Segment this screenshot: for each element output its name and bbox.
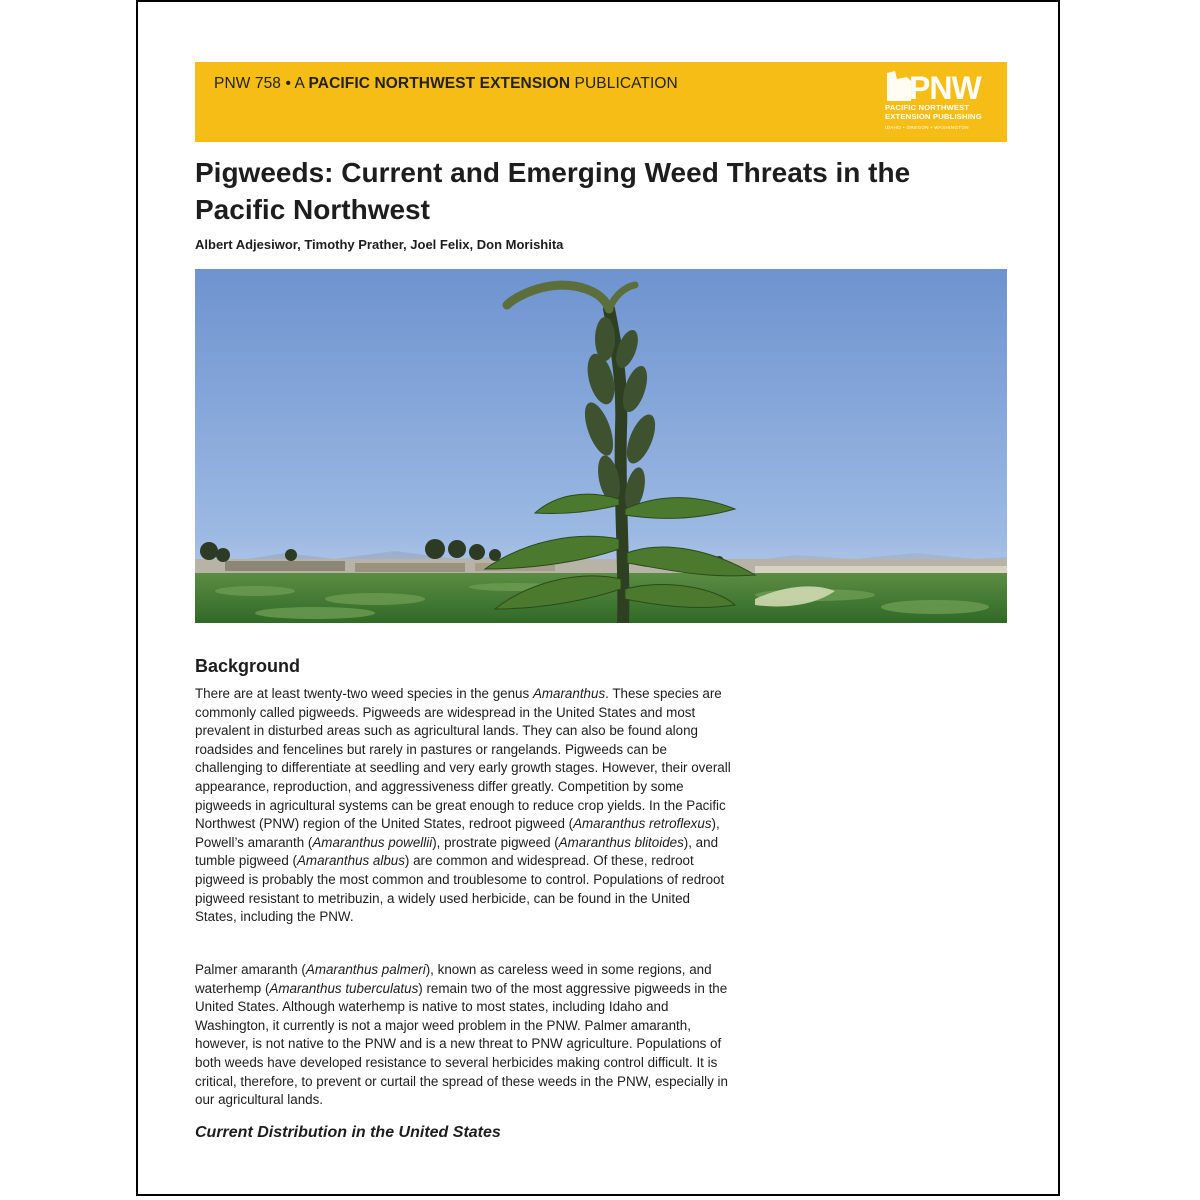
logo-tagline: IDAHO • OREGON • WASHINGTON [885, 125, 969, 130]
background-heading: Background [195, 656, 301, 676]
publication-banner [195, 62, 1007, 142]
pnw-map-icon [885, 69, 989, 103]
pigweed-illustration [195, 269, 1007, 623]
page-title: Pigweeds: Current and Emerging Weed Threats in the Pacific Northwest [195, 157, 911, 225]
document-page [136, 0, 1060, 1196]
author-list: Albert Adjesiwor, Timothy Prather, Joel Felix, Don Morishita [195, 237, 564, 252]
logo-name: PACIFIC NORTHWEST EXTENSION PUBLISHING [885, 103, 982, 121]
pigweed-field-photo [195, 269, 1007, 623]
pnw-logo [885, 69, 989, 137]
extension-name: PACIFIC NORTHWEST EXTENSION [308, 75, 571, 92]
background-paragraph-1: There are at least twenty-two weed species in the genus Amaranthus. These species are commonly called pigweeds. Pigweeds are widespread in the United States and most prevalent in disturbed areas such as agricultural lands. They can also be found along roadsides and fencelines but rarely in pastures or rangelands. Pigweeds can be challenging to differentiate at seedling and very early growth stages. However, their overall appearance, reproduction, and aggressiveness differ greatly. Competition by some pigweeds in agricultural systems can be great enough to reduce crop yields. In the Pacific Northwest (PNW) region of the United States, redroot pigweed (Amaranthus retroflexus), Powell’s amaranth (Amaranthus powellii), prostrate pigweed (Amaranthus blitoides), and tumble pigweed (Amaranthus albus) are common and widespread. Of these, redroot pigweed is probably the most common and troublesome to control. Populations of redroot pigweed resistant to metribuzin, a widely used herbicide, can be found in the United States, including the PNW. [195, 686, 731, 925]
background-paragraph-2: Palmer amaranth (Amaranthus palmeri), known as careless weed in some regions, and waterhemp (Amaranthus tuberculatus) remain two of the most aggressive pigweeds in the United States. Although waterhemp is native to most states, including Idaho and Washington, it currently is not a major weed problem in the PNW. Palmer amaranth, however, is not native to the PNW and is a new threat to PNW agriculture. Populations of both weeds have developed resistance to several herbicides making control difficult. It is critical, therefore, to prevent or curtail the spread of these weeds in the PNW, especially in our agricultural lands. [195, 962, 728, 1108]
series-number: PNW 758 [214, 75, 282, 92]
logo-mark: PNW [909, 70, 981, 103]
distribution-heading: Current Distribution in the United States [195, 1124, 501, 1141]
publication-series-line: PNW 758 • A PACIFIC NORTHWEST EXTENSION PUBLICATION [214, 75, 678, 92]
